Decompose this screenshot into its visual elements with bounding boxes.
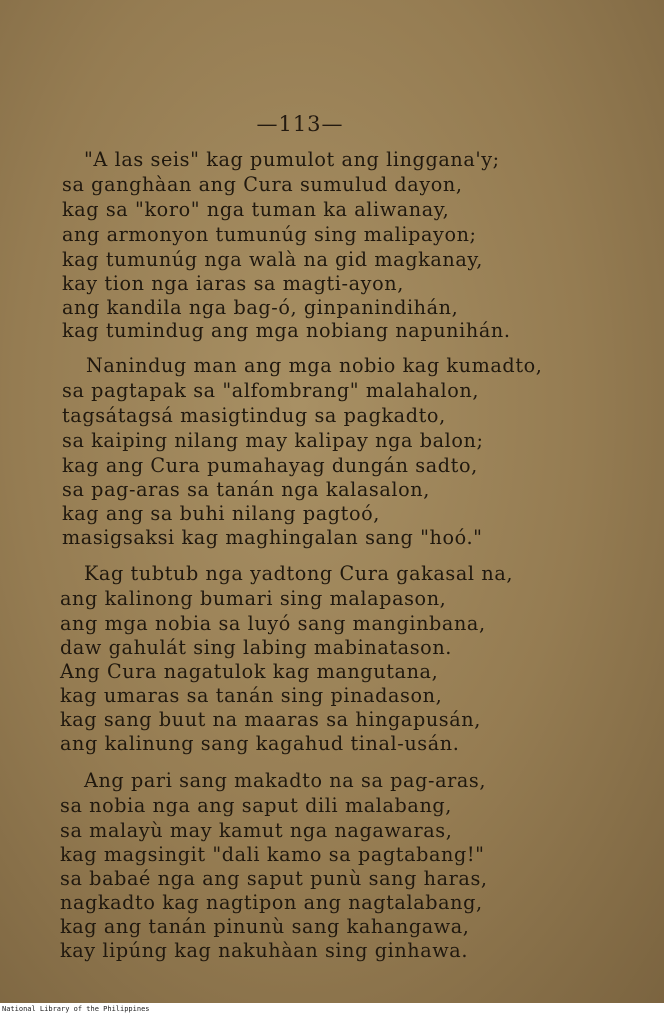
poem-line: Kag tubtub nga yadtong Cura gakasal na,	[84, 562, 514, 585]
poem-line: Ang Cura nagatulok kag mangutana,	[60, 660, 439, 683]
poem-line: ang kalinong bumari sing malapason,	[60, 587, 447, 610]
poem-line: sa pag-aras sa tanán nga kalasalon,	[62, 478, 430, 501]
poem-line: kag ang sa buhi nilang pagtoó,	[62, 502, 380, 525]
poem-line: Ang pari sang makadto na sa pag-aras,	[84, 769, 487, 792]
poem-line: kag umaras sa tanán sing pinadason,	[60, 684, 443, 707]
poem-line: kag sang buut na maaras sa hingapusán,	[60, 708, 481, 731]
poem-line: ang kalinung sang kagahud tinal-usán.	[60, 732, 460, 755]
poem-line: nagkadto kag nagtipon ang nagtalabang,	[60, 891, 483, 914]
poem-line: daw gahulát sing labing mabinatason.	[60, 636, 452, 659]
poem-line: sa nobia nga ang saput dili malabang,	[60, 794, 453, 817]
poem-line: sa pagtapak sa "alfombrang" malahalon,	[62, 379, 480, 402]
poem-line: sa kaiping nilang may kalipay nga balon;	[62, 429, 484, 452]
poem-line: kag magsingit "dali kamo sa pagtabang!"	[60, 843, 485, 866]
poem-line: ang kandila nga bag-ó, ginpanindihán,	[62, 296, 459, 319]
poem-line: kag ang Cura pumahayag dungán sadto,	[62, 454, 478, 477]
poem-line: kag tumindug ang mga nobiang napunihán.	[62, 319, 511, 342]
poem-line: sa malayù may kamut nga nagawaras,	[60, 819, 453, 842]
poem-line: kag sa "koro" nga tuman ka aliwanay,	[62, 198, 450, 221]
poem-line: ang armonyon tumunúg sing malipayon;	[62, 223, 477, 246]
poem-line: kay lipúng kag nakuhàan sing ginhawa.	[60, 939, 469, 962]
poem-line: kag tumunúg nga walà na gid magkanay,	[62, 248, 483, 271]
poem-line: tagsátagsá masigtindug sa pagkadto,	[62, 404, 446, 427]
library-credit: National Library of the Philippines	[2, 1005, 150, 1013]
poem-line: kag ang tanán pinunù sang kahangawa,	[60, 915, 470, 938]
poem-line: masigsaksi kag maghingalan sang "hoó."	[62, 526, 483, 549]
poem-line: sa ganghàan ang Cura sumulud dayon,	[62, 173, 463, 196]
poem-line: ang mga nobia sa luyó sang manginbana,	[60, 612, 486, 635]
poem-line: Nanindug man ang mga nobio kag kumadto,	[86, 354, 543, 377]
poem-line: kay tion nga iaras sa magti-ayon,	[62, 272, 404, 295]
poem-line: "A las seis" kag pumulot ang linggana'y;	[84, 148, 500, 171]
poem-line: sa babaé nga ang saput punù sang haras,	[60, 867, 488, 890]
page-number: —113—	[256, 112, 344, 136]
